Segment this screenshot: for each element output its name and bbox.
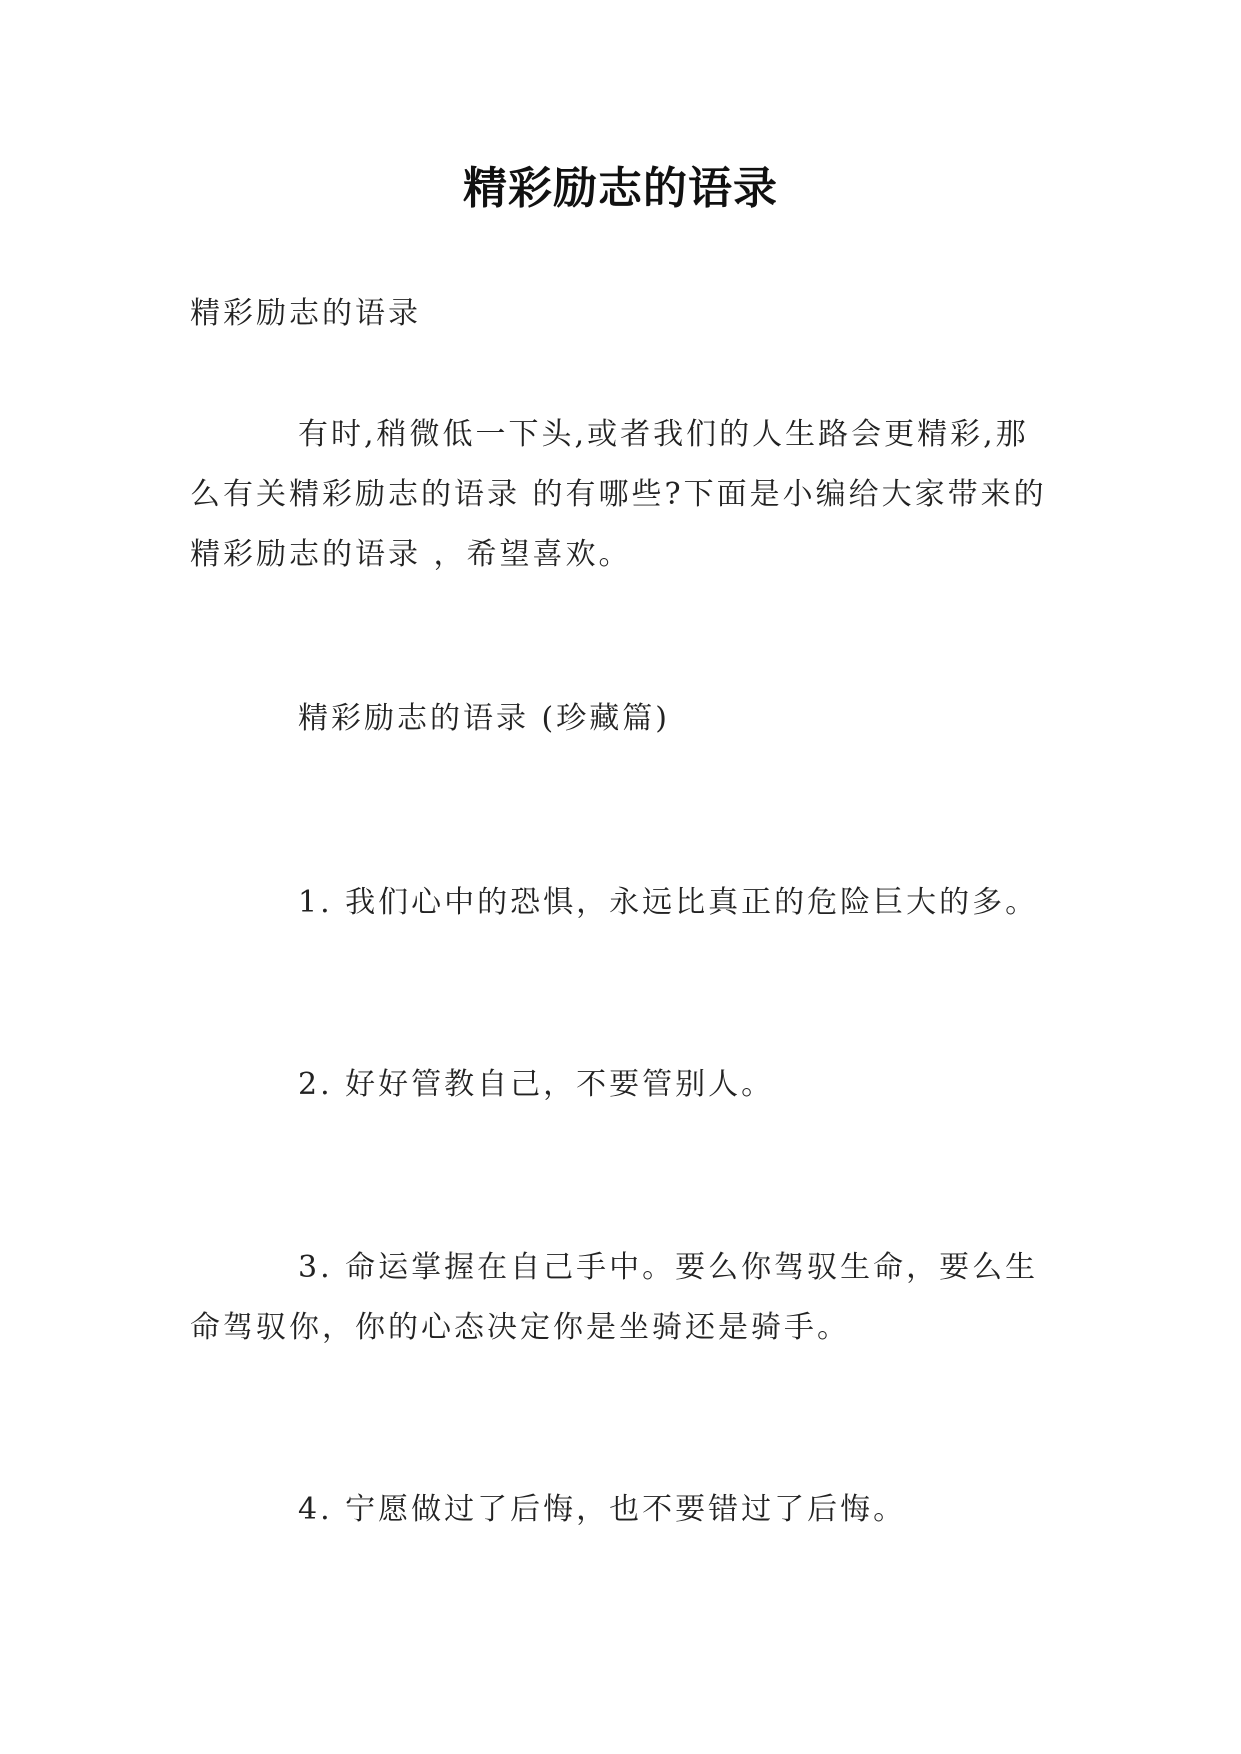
quote-item: 3. 命运掌握在自己手中。要么你驾驭生命，要么生命驾驭你，你的心态决定你是坐骑还是骑手。 [190, 1250, 1039, 1345]
document-title: 精彩励志的语录 [463, 163, 778, 214]
document-subtitle: 精彩励志的语录 [190, 296, 421, 331]
section-heading: 精彩励志的语录 (珍藏篇) [298, 701, 670, 736]
quote-item: 4. 宁愿做过了后悔，也不要错过了后悔。 [298, 1492, 907, 1527]
intro-paragraph: 有时,稍微低一下头,或者我们的人生路会更精彩,那么有关精彩励志的语录 的有哪些?下面是小编给大家带来的精彩励志的语录 ，希望喜欢。 [190, 417, 1047, 572]
quote-item: 1. 我们心中的恐惧，永远比真正的危险巨大的多。 [298, 885, 1039, 920]
quote-item: 2. 好好管教自己，不要管别人。 [298, 1067, 775, 1102]
